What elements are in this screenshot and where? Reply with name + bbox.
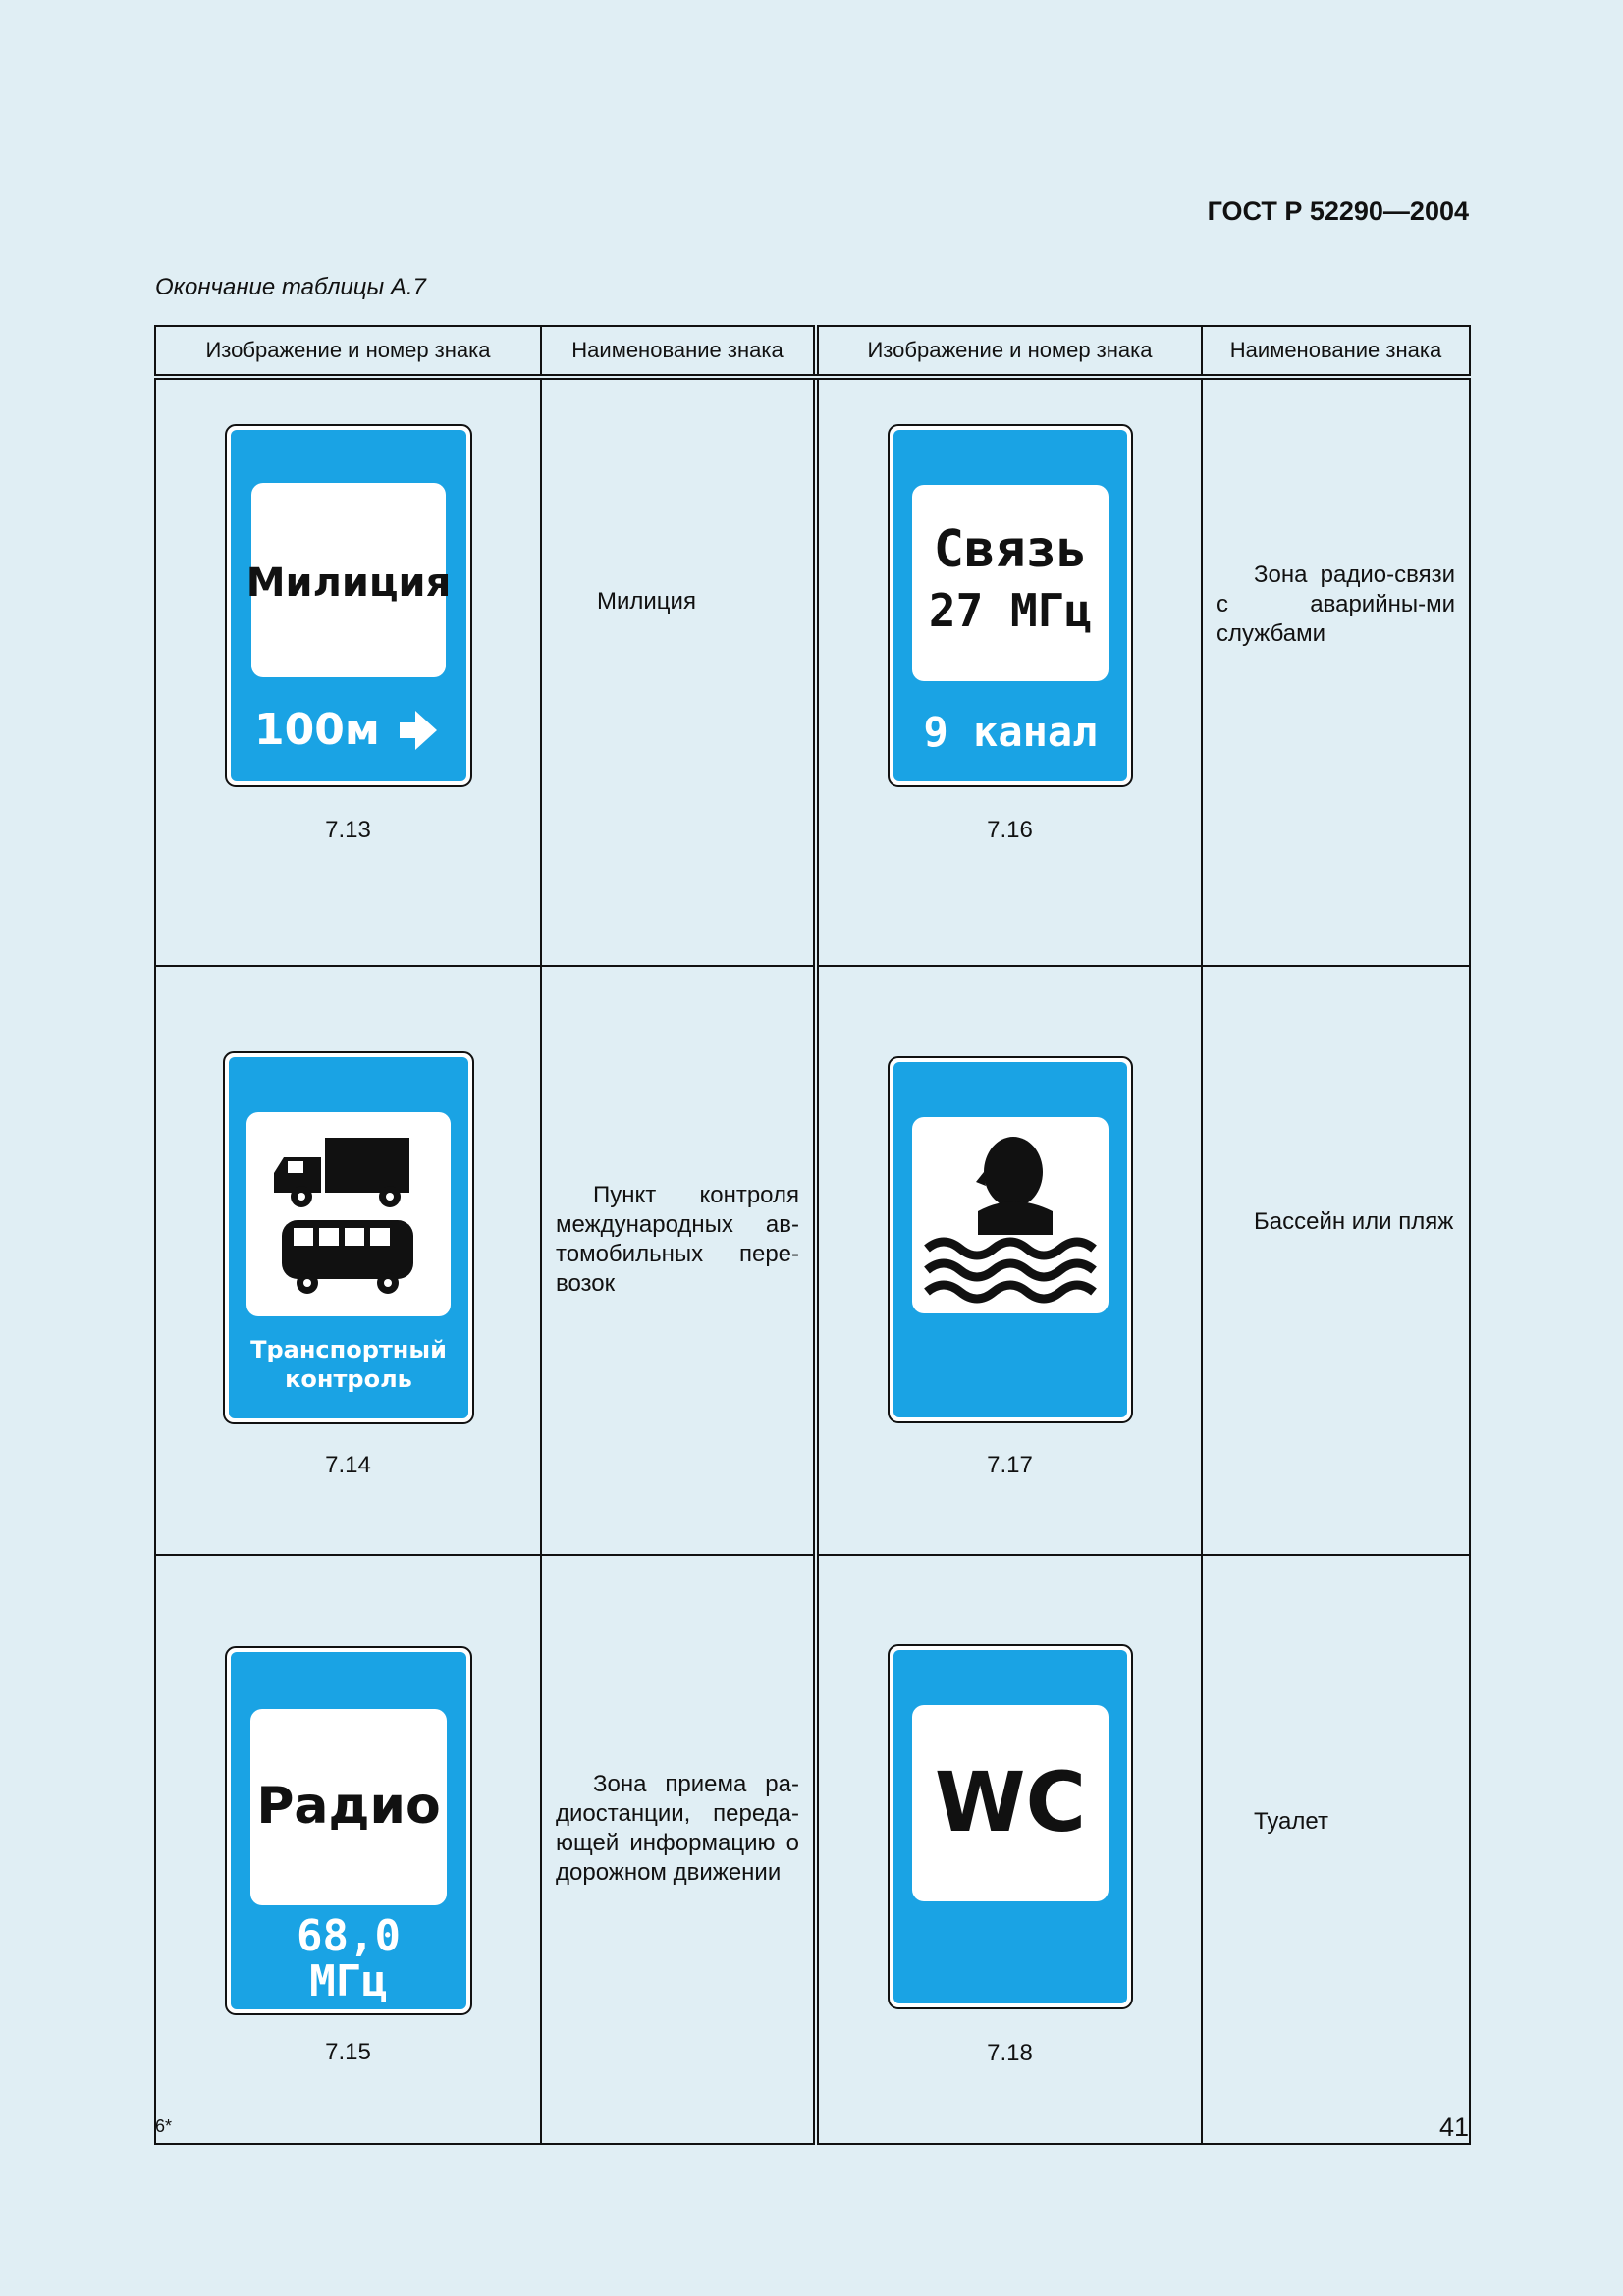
sign-number: 7.18 bbox=[987, 2040, 1033, 2066]
table-row bbox=[155, 966, 1470, 1555]
signs-table bbox=[154, 325, 1471, 2145]
sign-bottom-line2: МГц bbox=[308, 1956, 388, 2006]
sign-image-cell bbox=[816, 1555, 1202, 2144]
sign-image-cell bbox=[155, 377, 541, 966]
table-header-row bbox=[155, 326, 1470, 377]
sign-channel-text: 9 канал bbox=[922, 708, 1098, 756]
sign-bottom-line2: контроль bbox=[284, 1365, 412, 1393]
header-sign-name: Наименование знака bbox=[1202, 326, 1470, 377]
sign-number: 7.14 bbox=[325, 1452, 371, 1478]
sign-number: 7.13 bbox=[325, 817, 371, 843]
header-image-number: Изображение и номер знака bbox=[816, 326, 1202, 377]
sign-name: Бассейн или пляж bbox=[1254, 1208, 1454, 1235]
sign-image-cell bbox=[816, 966, 1202, 1555]
sign-number: 7.15 bbox=[325, 2039, 371, 2065]
sign-name: Милиция bbox=[597, 588, 696, 614]
sign-transport-control-image bbox=[223, 1051, 474, 1424]
sign-name-cell bbox=[1202, 1555, 1470, 2144]
table-caption: Окончание таблицы А.7 bbox=[155, 274, 426, 300]
sign-name: Зона радио-связи с аварийны-ми службами bbox=[1217, 561, 1455, 647]
sign-number: 7.16 bbox=[987, 817, 1033, 843]
sign-bottom-line1: 68,0 bbox=[296, 1911, 401, 1961]
sign-name: Зона приема ра-диостанции, переда-ющей информацию о дорожном движении bbox=[556, 1771, 799, 1886]
sign-distance-text: 100м bbox=[253, 705, 380, 755]
table-row bbox=[155, 377, 1470, 966]
sign-radio-emergency-image bbox=[888, 424, 1133, 787]
sign-name-cell bbox=[1202, 377, 1470, 966]
sign-main-text: Радио bbox=[255, 1777, 441, 1836]
sign-image-cell bbox=[155, 966, 541, 1555]
sign-police-image bbox=[225, 424, 472, 787]
sign-main-text: WC bbox=[934, 1754, 1086, 1850]
document-code: ГОСТ Р 52290—2004 bbox=[1207, 196, 1469, 226]
header-image-number: Изображение и номер знака bbox=[155, 326, 541, 377]
sign-bottom-line1: Транспортный bbox=[249, 1336, 447, 1363]
sign-image-cell bbox=[816, 377, 1202, 966]
sign-main-text: Милиция bbox=[245, 561, 451, 606]
sign-name: Пункт контроля международных ав-томобильных пере-возок bbox=[556, 1182, 799, 1297]
header-sign-name: Наименование знака bbox=[541, 326, 816, 377]
page-number: 41 bbox=[1438, 2112, 1469, 2142]
sign-name-cell bbox=[1202, 966, 1470, 1555]
sign-name-cell bbox=[541, 377, 816, 966]
sign-wc-image bbox=[888, 1644, 1133, 2009]
sign-number: 7.17 bbox=[987, 1452, 1033, 1478]
sign-image-cell bbox=[155, 1555, 541, 2144]
sign-name: Туалет bbox=[1254, 1808, 1328, 1835]
sign-swimming-image bbox=[888, 1056, 1133, 1423]
footer-sheet-mark: 6* bbox=[155, 2116, 173, 2136]
sign-main-line2: 27 МГц bbox=[928, 584, 1092, 637]
sign-main-line1: Связь bbox=[933, 520, 1087, 579]
sign-name-cell bbox=[541, 1555, 816, 2144]
sign-radio-image bbox=[225, 1646, 472, 2015]
sign-name-cell bbox=[541, 966, 816, 1555]
table-row bbox=[155, 1555, 1470, 2144]
